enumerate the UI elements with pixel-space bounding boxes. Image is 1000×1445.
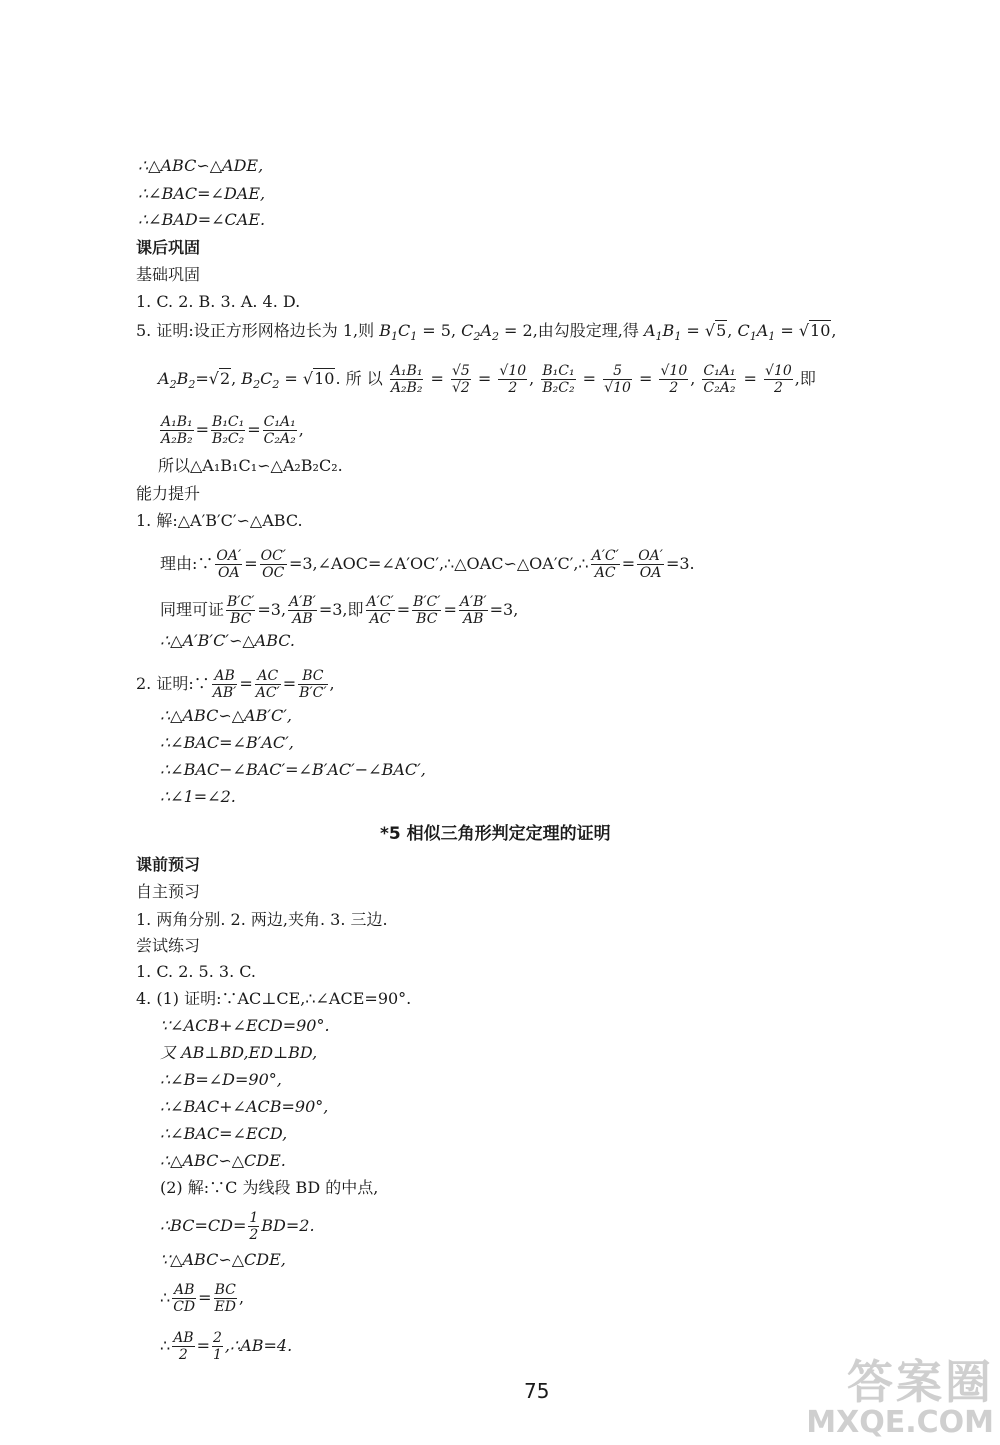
proof-line: ∴∠BAC=∠ECD, — [160, 1124, 288, 1143]
proof-line: ∴△ABC∽△AB′C′, — [160, 706, 292, 725]
subsection-heading: 尝试练习 — [136, 936, 201, 955]
proof-line: ∴∠BAC=∠B′AC′, — [160, 733, 294, 752]
subsection-heading: 基础巩固 — [136, 265, 201, 284]
proof-line: ∴△ABC∽△CDE. — [160, 1151, 286, 1170]
proof-line: ∴BC=CD= $\frac{1}{2}$ BD=2. — [160, 1210, 315, 1243]
proof-line: ∵△ABC∽△CDE, — [160, 1250, 286, 1269]
proof-line: ∴ $\frac{AB}{2}$ = $\frac{2}{1}$ ,∴AB=4. — [160, 1330, 293, 1363]
answer-line: 1. C. 2. 5. 3. C. — [136, 962, 257, 981]
answer-line: 1. C. 2. B. 3. A. 4. D. — [136, 292, 301, 311]
proof-line: ∴∠B=∠D=90°, — [160, 1070, 282, 1089]
section-title: *5 相似三角形判定定理的证明 — [380, 824, 611, 844]
proof-line: 2. 证明:∵ $\frac{AB}{AB'}$ = $\frac{AC}{AC'}$ = $\frac{BC}{B'C'}$ , — [136, 668, 335, 701]
proof-line: 所以△A₁B₁C₁∽△A₂B₂C₂. — [158, 456, 343, 475]
proof-line: ∴△ABC∽△ADE, — [138, 156, 264, 175]
proof-line: 5. 证明:设正方形网格边长为 1,则 $B_1C_1 = 5$, $C_2A_2 = 2$,由勾股定理,得 $A_1B_1 = √5$, $C_1A_1 = √10$, — [136, 321, 837, 344]
proof-line: 同理可证 $\frac{B'C'}{BC}$ =3, $\frac{A'B'}{AB}$ =3,即 $\frac{A'C'}{AC}$ = $\frac{B'C'}{BC}$ = $\frac{A'B'}{AB}$ =3, — [160, 594, 519, 627]
proof-line: 理由:∵ $\frac{OA'}{OA}$ = $\frac{OC'}{OC}$ =3,∠AOC=∠A′OC′,∴△OAC∽△OA′C′,∴ $\frac{A'C'}{AC}$ = $\frac{OA'}{OA}$ =3. — [160, 548, 695, 581]
proof-line: 又 AB⊥BD,ED⊥BD, — [160, 1043, 318, 1062]
proof-line: ∴∠1=∠2. — [160, 787, 236, 806]
watermark-logo: 答案圈 — [847, 1355, 994, 1409]
proof-line: ∴∠BAD=∠CAE. — [138, 210, 266, 229]
proof-line: 4. (1) 证明:∵AC⊥CE,∴∠ACE=90°. — [136, 989, 412, 1008]
proof-line: ∴△A′B′C′∽△ABC. — [160, 631, 296, 650]
proof-line: $A_2B_2=√2$, $B_2C_2 = √10$. 所 以 $\frac{\text{A₁B₁}}{\text{A₂B₂}}$ = $\frac{√5}{√2}$ = $\frac{√10}{2}$ , $\frac{\text{B₁C₁}}{\text{B₂C₂}}$ = $\frac{5}{√10}$ = $\frac{√10}{2}$ , $\frac{\text{C₁A₁}}{\text{C₂A₂}}$ = $\frac{√10}{2}$ ,即 — [158, 363, 816, 396]
subsection-heading: 能力提升 — [136, 484, 201, 503]
answer-line: 1. 两角分别. 2. 两边,夹角. 3. 三边. — [136, 910, 388, 929]
proof-line: 1. 解:△A′B′C′∽△ABC. — [136, 511, 303, 530]
page-number: 75 — [524, 1379, 550, 1403]
proof-line: ∵∠ACB+∠ECD=90°. — [160, 1016, 330, 1035]
proof-line: ∴∠BAC−∠BAC′=∠B′AC′−∠BAC′, — [160, 760, 426, 779]
proof-line: ∴ $\frac{AB}{CD}$ = $\frac{BC}{ED}$ , — [160, 1282, 245, 1315]
section-heading: 课后巩固 — [136, 238, 201, 257]
proof-line: (2) 解:∵C 为线段 BD 的中点, — [160, 1178, 379, 1197]
proof-line: ∴∠BAC+∠ACB=90°, — [160, 1097, 329, 1116]
section-heading: 课前预习 — [136, 855, 201, 874]
subsection-heading: 自主预习 — [136, 882, 201, 901]
proof-line: ∴∠BAC=∠DAE, — [138, 184, 266, 203]
proof-line: $\frac{\text{A₁B₁}}{\text{A₂B₂}}$ = $\frac{\text{B₁C₁}}{\text{B₂C₂}}$ = $\frac{\text{C₁A₁}}{\text{C₂A₂}}$ , — [161, 414, 304, 447]
watermark-url: MXQE.COM — [806, 1405, 994, 1440]
watermark — [806, 1357, 994, 1439]
